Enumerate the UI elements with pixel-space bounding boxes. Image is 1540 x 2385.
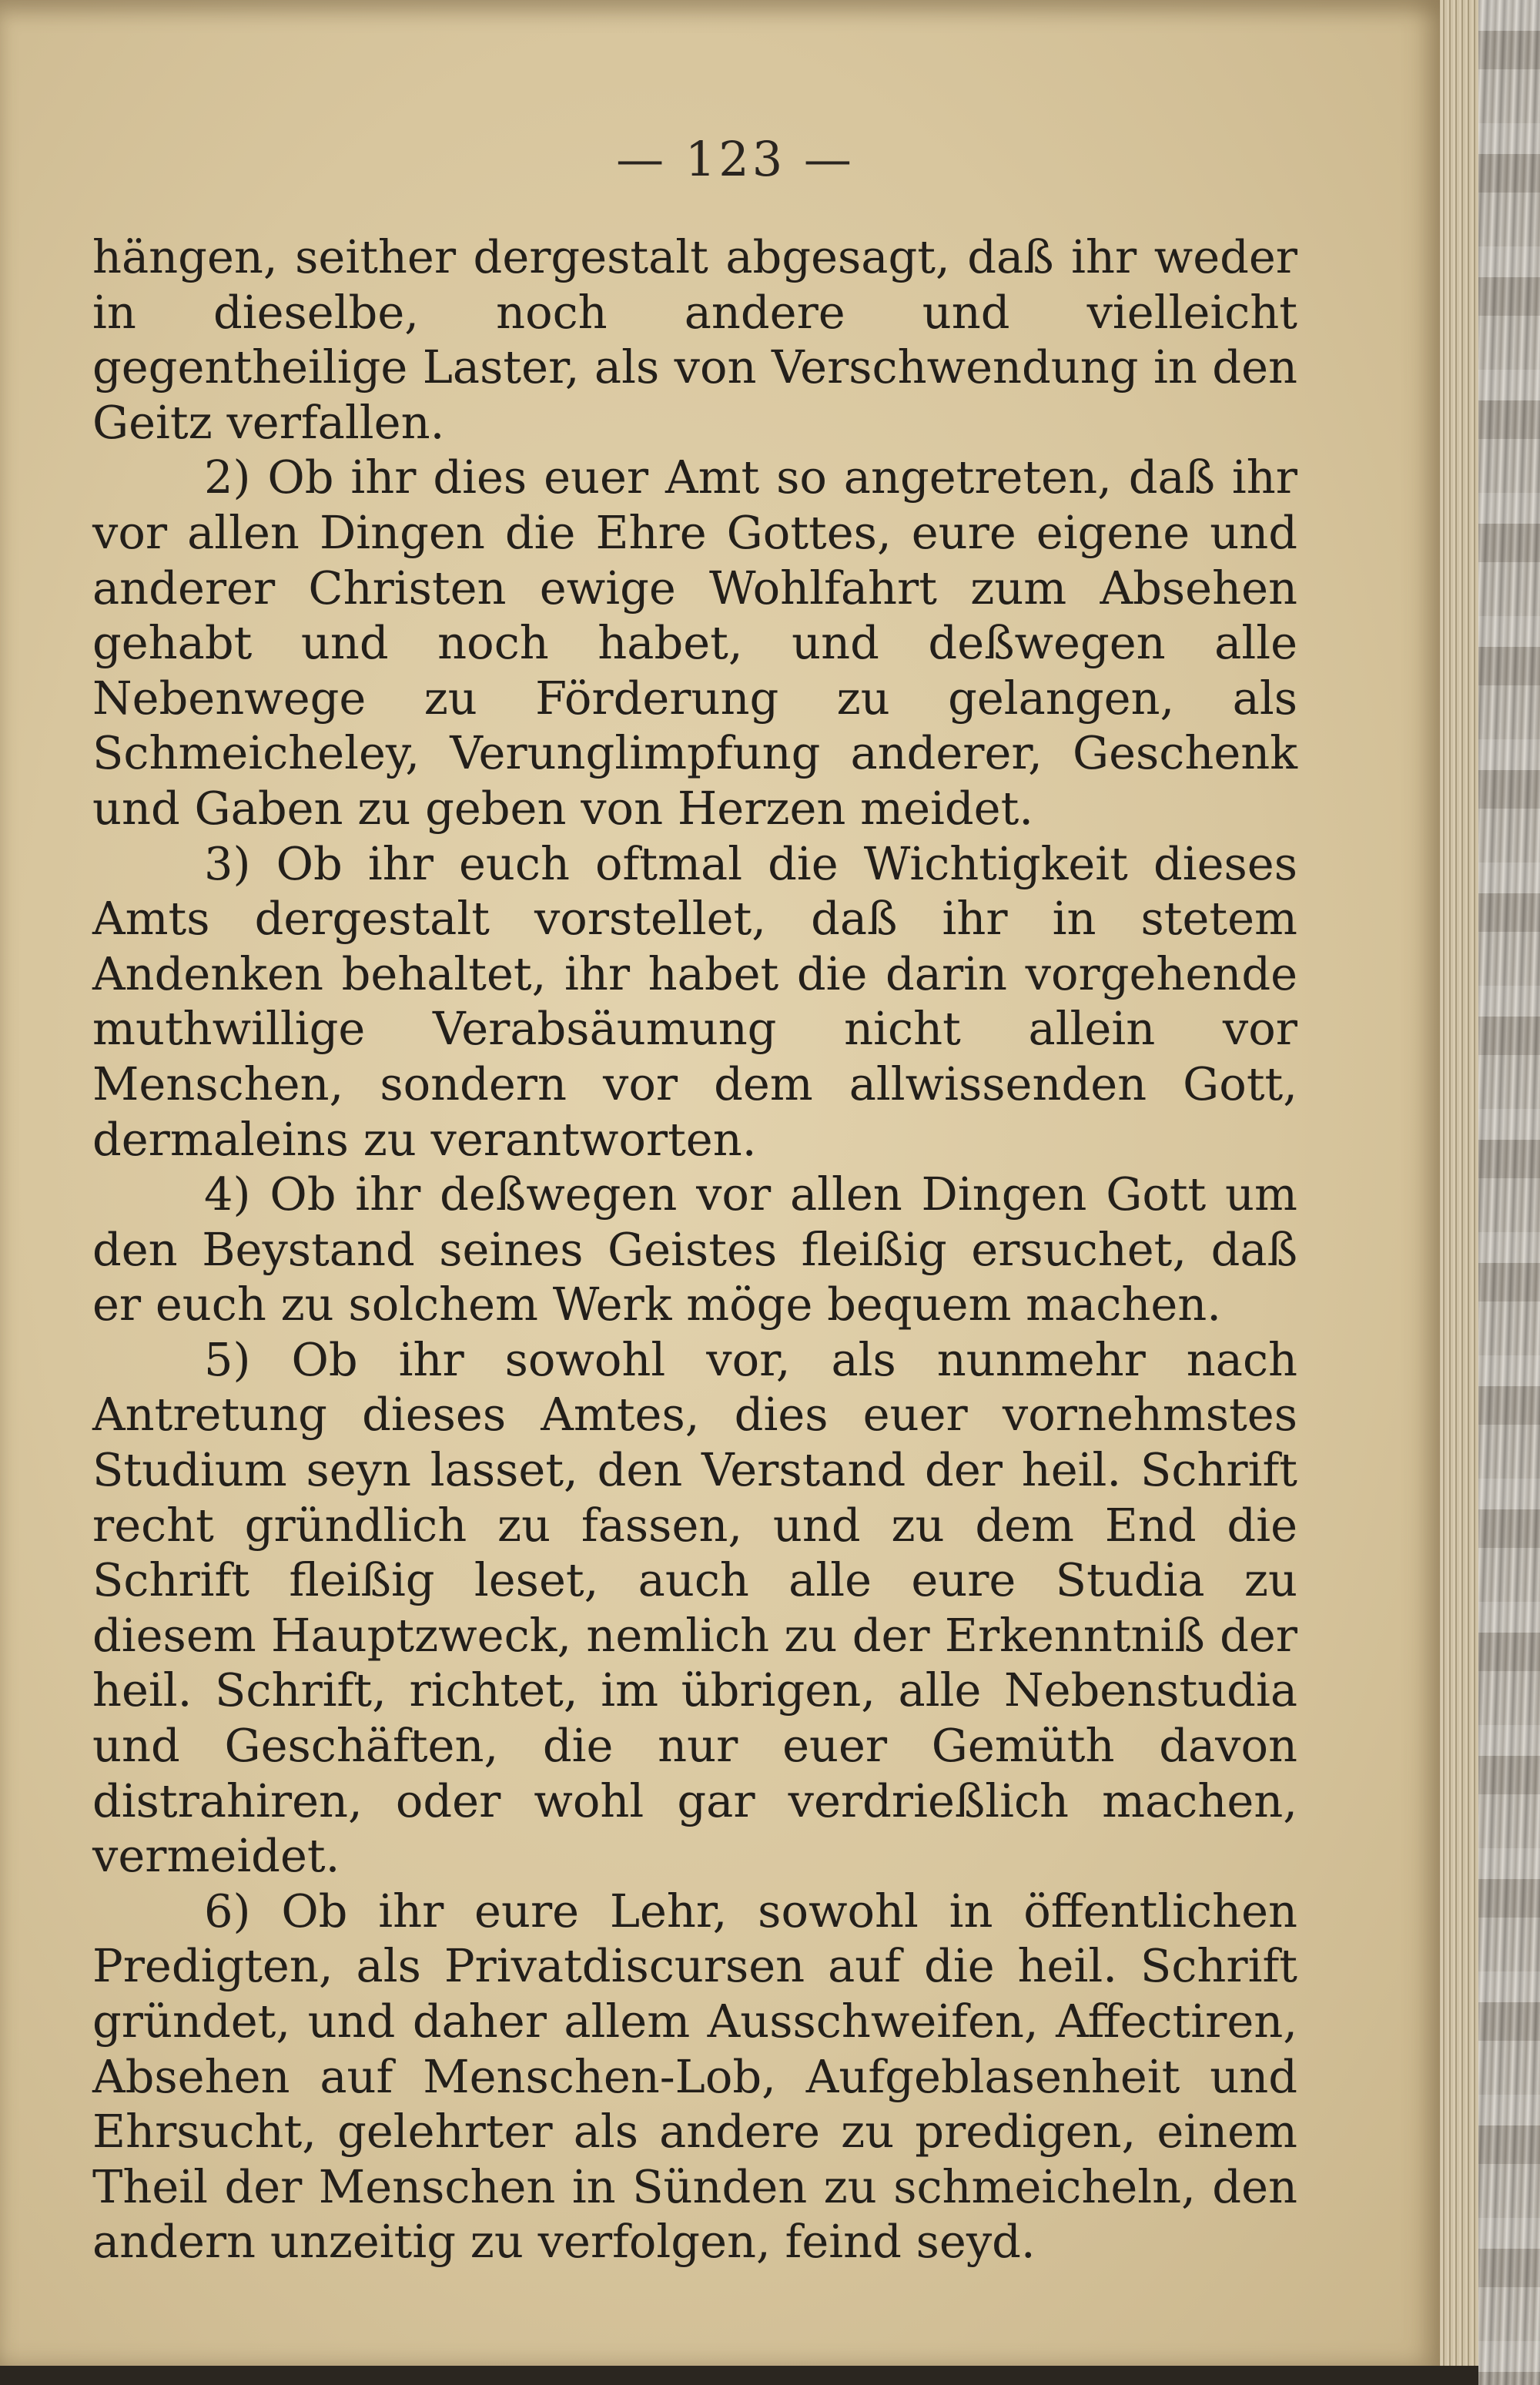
paragraph-item-5: 5) Ob ihr sowohl vor, als nunmehr nach Antretung dieses Amtes, dies euer vornehmstes Studium seyn lasset, den Verstand der heil. Schrift recht gründlich zu fassen, und zu dem End die Schrift fleißig leset, auch alle eure Studia zu diesem Hauptzweck, nemlich zu der Erkenntniß der heil. Schrift, richtet, im übrigen, alle Nebenstudia und Geschäften, die nur euer Gemüth davon distrahiren, oder wohl gar verdrießlich machen, vermeidet. [92, 1332, 1297, 1883]
book-edge [1475, 0, 1540, 2385]
page-text [92, 229, 1297, 2269]
paragraph-continuation: hängen, seither dergestalt abgesagt, daß ihr weder in dieselbe, noch andere und vielleicht gegentheilige Laster, als von Verschwendung in den Geitz verfallen. [92, 230, 1297, 449]
paragraph-item-6: 6) Ob ihr eure Lehr, sowohl in öffentlichen Predigten, als Privatdiscursen auf die heil. Schrift gründet, und daher allem Ausschweifen, Affectiren, Absehen auf Menschen-Lob, Aufgeblasenheit und Ehrsucht, gelehrter als andere zu predigen, einem Theil der Menschen in Sünden zu schmeicheln, den andern unzeitig zu verfolgen, feind seyd. [92, 1884, 1297, 2269]
paragraph-item-3: 3) Ob ihr euch oftmal die Wichtigkeit dieses Amts dergestalt vorstellet, daß ihr in stetem Andenken behaltet, ihr habet die darin vorgehende muthwillige Verabsäumung nicht allein vor Menschen, sondern vor dem allwissenden Gott, dermaleins zu verantworten. [92, 836, 1297, 1166]
paragraph-item-2: 2) Ob ihr dies euer Amt so angetreten, daß ihr vor allen Dingen die Ehre Gottes, eure eigene und anderer Christen ewige Wohlfahrt zum Absehen gehabt und noch habet, und deßwegen alle Nebenwege zu Förderung zu gelangen, als Schmeicheley, Verunglimpfung anderer, Geschenk und Gaben zu geben von Herzen meidet. [92, 451, 1297, 835]
paragraph-item-4: 4) Ob ihr deßwegen vor allen Dingen Gott um den Beystand seines Geistes fleißig ersuchet, daß er euch zu solchem Werk möge bequem machen. [92, 1167, 1297, 1332]
page-number-header: — 123 — [616, 131, 855, 187]
scan-bottom-border [0, 2366, 1478, 2385]
